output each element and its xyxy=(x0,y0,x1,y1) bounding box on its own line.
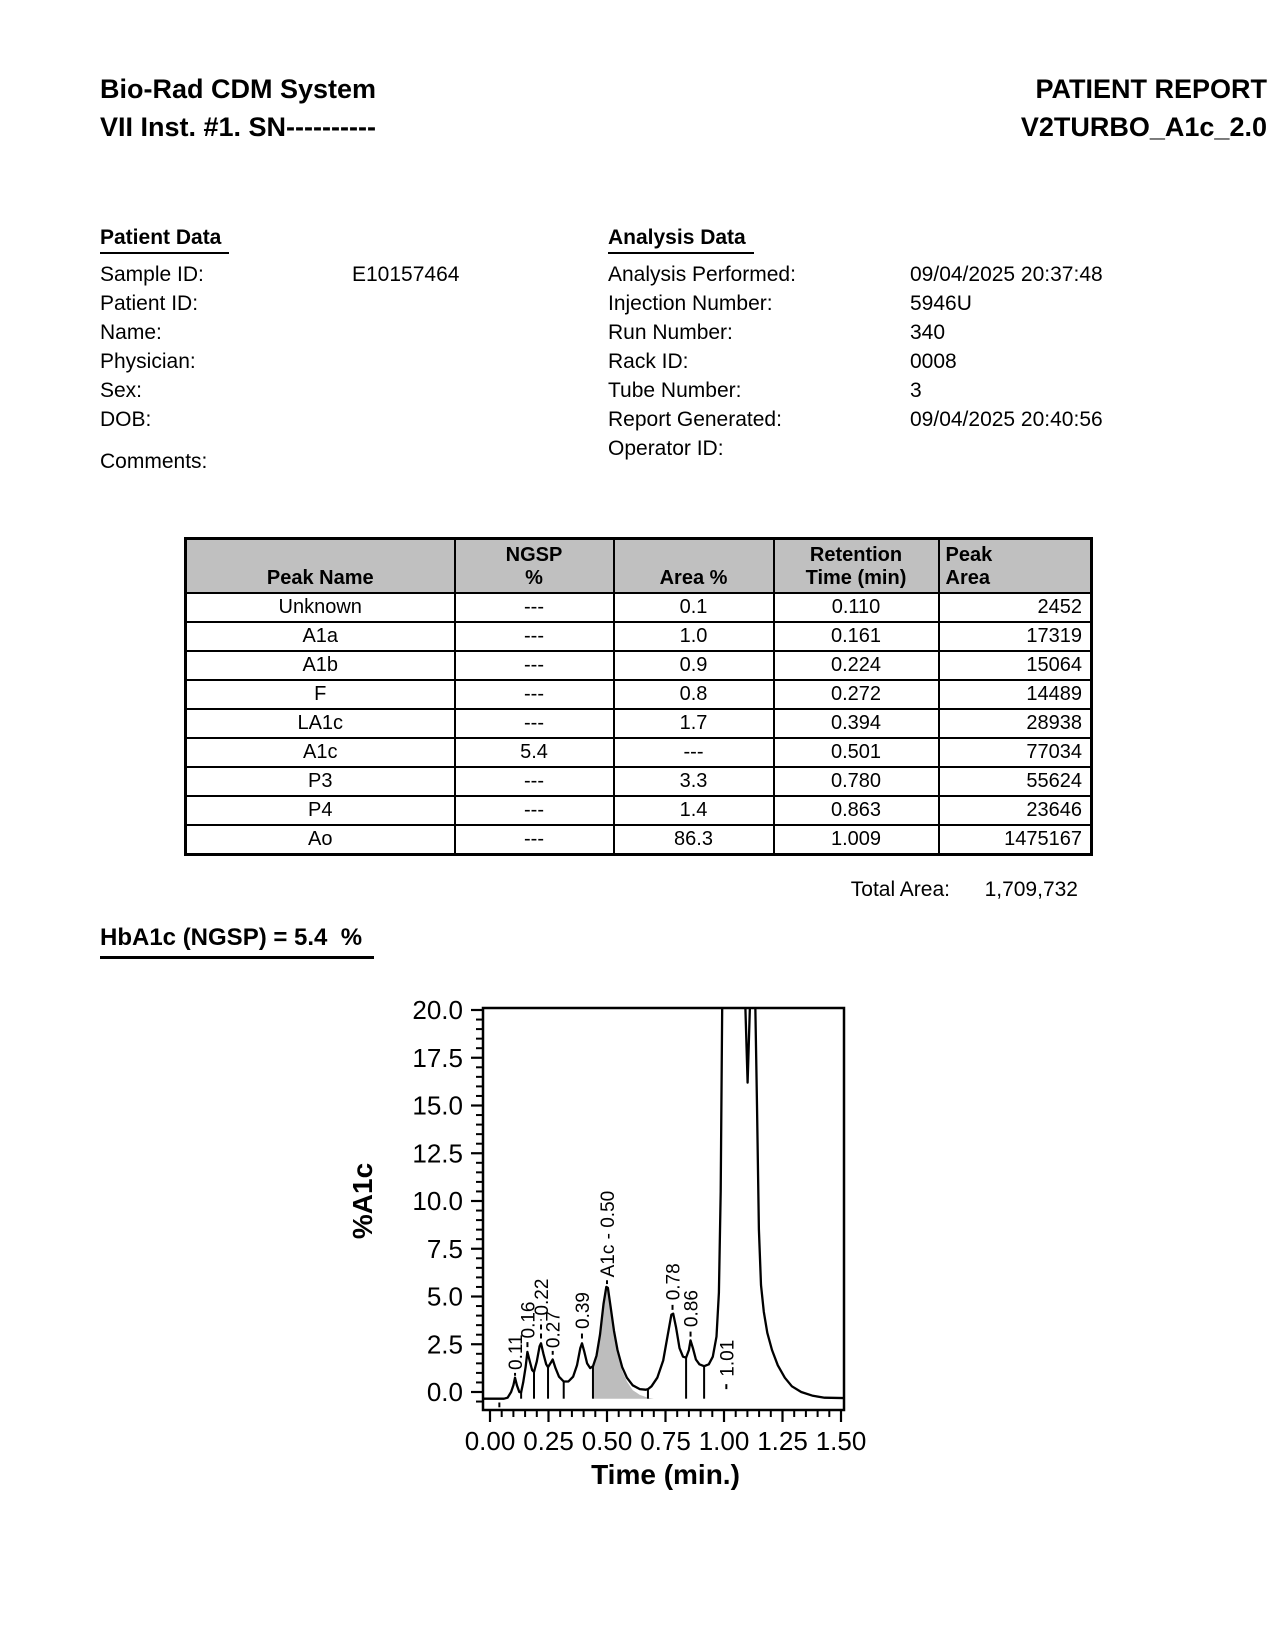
peak-table xyxy=(184,537,1093,856)
report-header xyxy=(1021,70,1267,146)
table-row xyxy=(186,796,1092,825)
table-cell: Unknown xyxy=(186,593,455,622)
total-area-value: 1,709,732 xyxy=(984,878,1078,901)
analysis-fields xyxy=(608,263,1103,466)
table-cell: 0.8 xyxy=(614,680,774,709)
table-row xyxy=(186,622,1092,651)
table-cell: A1a xyxy=(186,622,455,651)
instrument-serial: VII Inst. #1. SN---------- xyxy=(100,112,376,142)
table-cell: 2452 xyxy=(939,593,1092,622)
comments-label: Comments: xyxy=(100,450,208,473)
table-cell: 55624 xyxy=(939,767,1092,796)
table-row xyxy=(186,709,1092,738)
report-method: V2TURBO_A1c_2.0 xyxy=(1020,112,1267,142)
table-cell: 0.161 xyxy=(774,622,939,651)
patient-field-row xyxy=(100,408,459,437)
table-cell: --- xyxy=(455,825,614,855)
plot-area xyxy=(483,981,846,1407)
table-cell: 86.3 xyxy=(614,825,774,855)
table-cell: 0.863 xyxy=(774,796,939,825)
y-tick-label: 10.0 xyxy=(412,1186,463,1216)
table-cell: --- xyxy=(455,622,614,651)
table-cell: 1475167 xyxy=(939,825,1092,855)
column-header: Peak Name xyxy=(186,539,455,594)
hba1c-result: HbA1c (NGSP) = 5.4 % xyxy=(100,924,374,959)
table-row xyxy=(186,651,1092,680)
table-cell: 5.4 xyxy=(455,738,614,767)
report-title: PATIENT REPORT xyxy=(1035,74,1267,104)
table-cell: 14489 xyxy=(939,680,1092,709)
x-tick-label: 1.25 xyxy=(757,1426,808,1456)
peak-label: A1c - 0.50 xyxy=(598,1190,619,1278)
patient-field-label: Sample ID: xyxy=(100,263,204,286)
axis-box xyxy=(483,1008,844,1410)
peak-label: 0.78 xyxy=(663,1263,685,1301)
peak-table-wrap xyxy=(184,537,1093,856)
analysis-field-value: 09/04/2025 20:37:48 xyxy=(910,263,1103,286)
analysis-data-section xyxy=(608,226,1103,466)
chromatogram-svg xyxy=(330,950,900,1530)
patient-field-label: Patient ID: xyxy=(100,292,199,315)
analysis-field-label: Rack ID: xyxy=(608,350,689,373)
analysis-field-label: Operator ID: xyxy=(608,437,724,460)
instrument-header xyxy=(100,70,376,146)
x-tick-label: 0.50 xyxy=(581,1426,633,1456)
table-cell: 1.7 xyxy=(614,709,774,738)
analysis-field-label: Analysis Performed: xyxy=(608,263,796,286)
patient-field-label: Name: xyxy=(100,321,162,344)
table-cell: 0.501 xyxy=(774,738,939,767)
table-cell: 0.1 xyxy=(614,593,774,622)
patient-field-row xyxy=(100,379,459,408)
y-tick-label: 0.0 xyxy=(426,1377,463,1407)
table-cell: --- xyxy=(455,767,614,796)
x-tick-label: 1.00 xyxy=(698,1426,750,1456)
patient-field-label: Physician: xyxy=(100,350,196,373)
x-tick-label: 1.50 xyxy=(815,1426,867,1456)
table-cell: 0.110 xyxy=(774,593,939,622)
column-header: Area % xyxy=(614,539,774,594)
patient-field-row xyxy=(100,321,459,350)
table-cell: 0.394 xyxy=(774,709,939,738)
analysis-field-value: 09/04/2025 20:40:56 xyxy=(910,408,1103,431)
patient-fields xyxy=(100,263,459,437)
patient-field-label: Sex: xyxy=(100,379,143,402)
patient-data-section xyxy=(100,226,459,437)
analysis-field-value: 5946U xyxy=(910,292,972,315)
analysis-field-label: Tube Number: xyxy=(608,379,742,402)
table-cell: 0.9 xyxy=(614,651,774,680)
table-cell: LA1c xyxy=(186,709,455,738)
table-cell: 3.3 xyxy=(614,767,774,796)
y-tick-label: 20.0 xyxy=(412,995,463,1025)
y-tick-label: 17.5 xyxy=(412,1042,463,1073)
patient-field-value: E10157464 xyxy=(352,263,460,286)
analysis-field-row xyxy=(608,408,1103,437)
analysis-field-value: 340 xyxy=(910,321,946,344)
analysis-field-row xyxy=(608,379,1103,408)
instrument-title: Bio-Rad CDM System xyxy=(100,74,377,104)
table-cell: Ao xyxy=(186,825,455,855)
chromatogram-chart xyxy=(330,950,900,1535)
table-cell: --- xyxy=(455,593,614,622)
patient-field-row xyxy=(100,263,459,292)
analysis-field-label: Run Number: xyxy=(608,321,733,344)
analysis-field-value: 0008 xyxy=(910,350,957,373)
peak-label: 0.11 xyxy=(506,1334,527,1370)
analysis-data-heading: Analysis Data xyxy=(608,226,754,254)
column-header: NGSP % xyxy=(455,539,614,594)
peak-label: 0.39 xyxy=(573,1292,594,1329)
analysis-field-row xyxy=(608,350,1103,379)
y-tick-label: 5.0 xyxy=(426,1281,463,1312)
table-cell: 0.272 xyxy=(774,680,939,709)
peak-label: 0.86 xyxy=(681,1290,703,1328)
column-header: Retention Time (min) xyxy=(774,539,939,594)
table-cell: 1.4 xyxy=(614,796,774,825)
table-row xyxy=(186,767,1092,796)
table-cell: A1b xyxy=(186,651,455,680)
patient-field-row xyxy=(100,292,459,321)
patient-field-label: DOB: xyxy=(100,408,152,431)
y-tick-label: 12.5 xyxy=(412,1138,463,1169)
table-cell: 1.0 xyxy=(614,622,774,651)
peak-label: 0.27 xyxy=(543,1311,565,1349)
table-cell: F xyxy=(186,680,455,709)
table-cell: --- xyxy=(455,796,614,825)
analysis-field-row xyxy=(608,437,1103,466)
x-tick-label: 0.25 xyxy=(523,1426,574,1456)
table-cell: 77034 xyxy=(939,738,1092,767)
analysis-field-row xyxy=(608,321,1103,350)
peak-label: 1.01 xyxy=(717,1339,739,1377)
table-cell: P4 xyxy=(186,796,455,825)
total-area-label: Total Area: xyxy=(850,878,950,901)
table-row xyxy=(186,593,1092,622)
table-cell: 0.224 xyxy=(774,651,939,680)
analysis-field-label: Report Generated: xyxy=(608,408,782,431)
table-cell: 17319 xyxy=(939,622,1092,651)
table-row xyxy=(186,680,1092,709)
patient-data-heading: Patient Data xyxy=(100,226,229,254)
table-cell: 23646 xyxy=(939,796,1092,825)
x-tick-label: 0.75 xyxy=(640,1426,691,1456)
peak-label: 0.22 xyxy=(532,1278,553,1316)
table-cell: 1.009 xyxy=(774,825,939,855)
y-tick-label: 15.0 xyxy=(412,1090,463,1121)
analysis-field-row xyxy=(608,292,1103,321)
table-cell: --- xyxy=(455,651,614,680)
column-header: Peak Area xyxy=(939,539,1092,594)
patient-field-row xyxy=(100,350,459,379)
table-cell: --- xyxy=(455,680,614,709)
table-row xyxy=(186,738,1092,767)
analysis-field-value: 3 xyxy=(910,379,922,402)
table-cell: --- xyxy=(614,738,774,767)
table-cell: 15064 xyxy=(939,651,1092,680)
x-axis-title: Time (min.) xyxy=(591,1459,740,1490)
table-cell: 28938 xyxy=(939,709,1092,738)
analysis-field-label: Injection Number: xyxy=(608,292,773,315)
table-cell: P3 xyxy=(186,767,455,796)
y-tick-label: 7.5 xyxy=(426,1233,463,1264)
table-row xyxy=(186,825,1092,855)
table-cell: A1c xyxy=(186,738,455,767)
table-cell: 0.780 xyxy=(774,767,939,796)
peak-label: 0.16 xyxy=(518,1301,540,1339)
table-cell: --- xyxy=(455,709,614,738)
x-tick-label: 0.00 xyxy=(464,1426,516,1456)
table-header-row xyxy=(186,539,1092,594)
y-tick-label: 2.5 xyxy=(426,1329,463,1360)
a1c-shaded-peak xyxy=(593,1287,654,1399)
analysis-field-row xyxy=(608,263,1103,292)
y-axis-title: %A1c xyxy=(347,1162,378,1240)
